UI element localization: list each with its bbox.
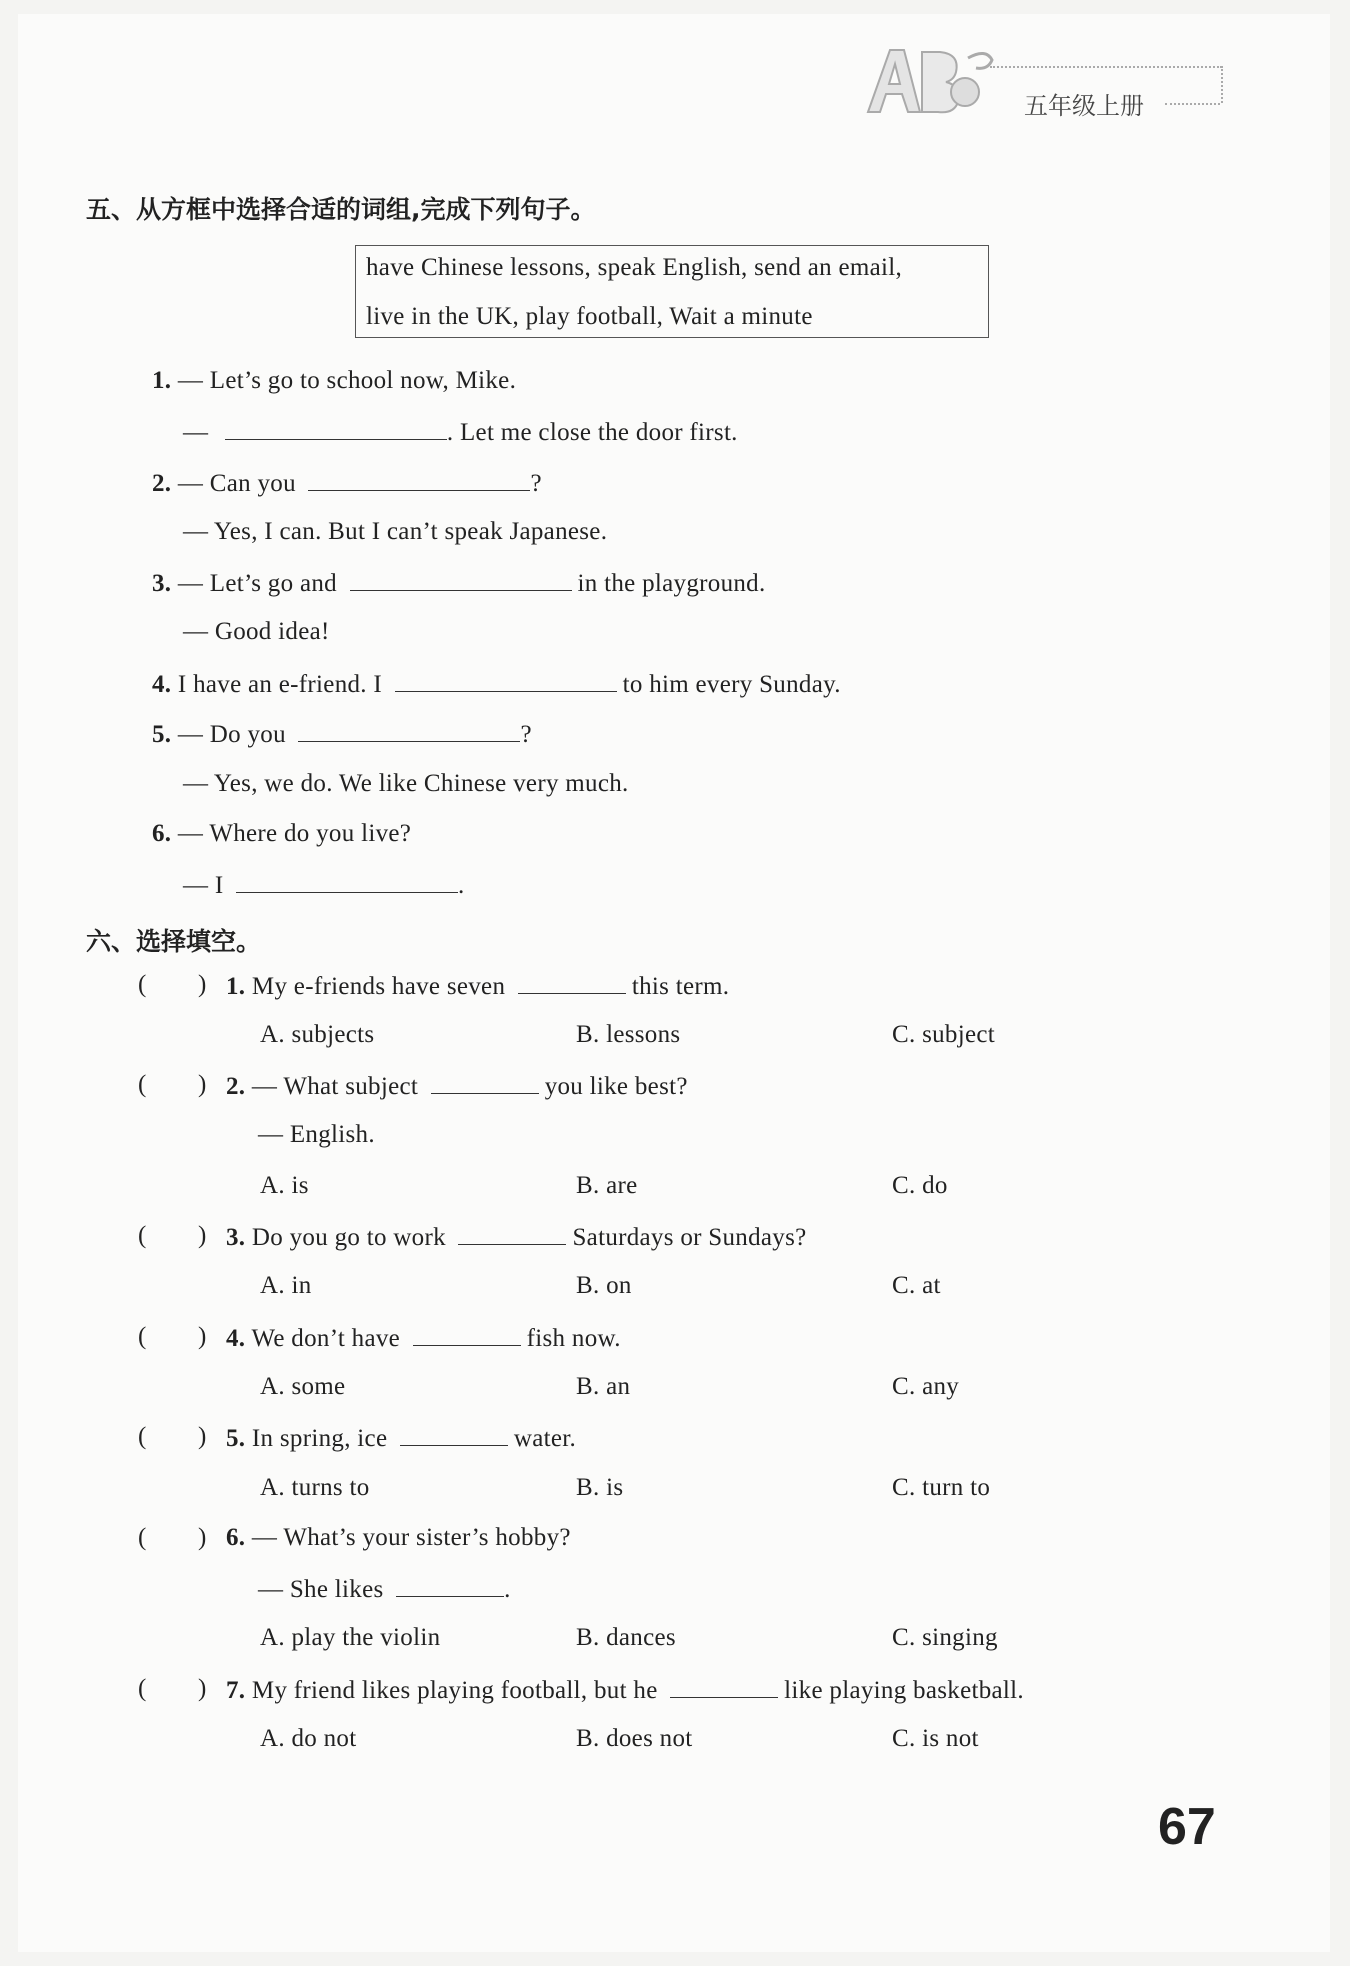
option-b: B. on bbox=[576, 1272, 632, 1299]
option-c: C. singing bbox=[892, 1624, 998, 1651]
answer-paren-close: ) bbox=[198, 1323, 207, 1350]
question-text: Do you go to work bbox=[251, 1224, 446, 1251]
question-text: In spring, ice bbox=[251, 1425, 388, 1452]
question-5-6 bbox=[152, 820, 411, 848]
question-number: 1. bbox=[226, 973, 246, 1000]
question-6-6-reply bbox=[258, 1574, 511, 1604]
answer-paren-open: ( bbox=[138, 1222, 147, 1249]
answer-blank[interactable] bbox=[350, 568, 572, 591]
answer-paren-close: ) bbox=[198, 971, 207, 998]
option-c: C. subject bbox=[892, 1021, 995, 1048]
answer-blank bbox=[670, 1675, 778, 1698]
option-a: A. turns to bbox=[260, 1474, 370, 1501]
option-b: B. does not bbox=[576, 1725, 693, 1752]
option-b: B. an bbox=[576, 1373, 631, 1400]
grade-label: 五年级上册 bbox=[1024, 92, 1144, 120]
option-b: B. are bbox=[576, 1172, 638, 1199]
question-number: 4. bbox=[226, 1325, 246, 1352]
answer-slot[interactable] bbox=[160, 1327, 200, 1353]
answer-paren-open: ( bbox=[138, 1524, 147, 1551]
option-c: C. do bbox=[892, 1172, 948, 1199]
answer-5-2: — Yes, I can. But I can’t speak Japanese. bbox=[183, 518, 608, 545]
answer-paren-close: ) bbox=[198, 1071, 207, 1098]
question-text: — Can you bbox=[177, 470, 296, 497]
option-b: B. lessons bbox=[576, 1021, 681, 1048]
question-number: 5. bbox=[226, 1425, 246, 1452]
question-6-2 bbox=[226, 1071, 688, 1101]
section6-title: 六、选择填空。 bbox=[86, 927, 262, 956]
question-text: I have an e-friend. I bbox=[177, 671, 383, 698]
answer-blank[interactable] bbox=[225, 417, 447, 440]
answer-blank bbox=[396, 1574, 504, 1597]
option-a: A. do not bbox=[260, 1725, 357, 1752]
question-number: 3. bbox=[226, 1224, 246, 1251]
answer-slot[interactable] bbox=[160, 1075, 200, 1101]
question-text: . bbox=[504, 1576, 511, 1603]
question-text: ? bbox=[530, 470, 542, 497]
answer-5-1 bbox=[183, 417, 738, 447]
answer-slot[interactable] bbox=[160, 975, 200, 1001]
answer-blank bbox=[413, 1323, 521, 1346]
option-a: A. subjects bbox=[260, 1021, 375, 1048]
option-b: B. dances bbox=[576, 1624, 676, 1651]
question-5-4 bbox=[152, 669, 841, 699]
answer-blank bbox=[431, 1071, 539, 1094]
header-rule bbox=[1221, 66, 1223, 103]
option-a: A. in bbox=[260, 1272, 312, 1299]
question-number: 6. bbox=[226, 1524, 246, 1551]
option-c: C. is not bbox=[892, 1725, 979, 1752]
question-text: — What’s your sister’s hobby? bbox=[251, 1524, 571, 1551]
question-5-5 bbox=[152, 719, 532, 749]
question-5-2 bbox=[152, 468, 542, 498]
question-text: to him every Sunday. bbox=[622, 671, 841, 698]
question-number: 4. bbox=[152, 671, 172, 698]
question-6-4 bbox=[226, 1323, 621, 1353]
answer-blank[interactable] bbox=[236, 870, 458, 893]
question-text: in the playground. bbox=[577, 570, 766, 597]
page-number: 67 bbox=[1158, 1798, 1216, 1856]
question-6-2-reply: — English. bbox=[258, 1121, 375, 1148]
question-number: 1. bbox=[152, 367, 172, 394]
answer-paren-open: ( bbox=[138, 1071, 147, 1098]
question-text: — What subject bbox=[251, 1073, 419, 1100]
option-c: C. at bbox=[892, 1272, 941, 1299]
question-text: — She likes bbox=[258, 1576, 384, 1603]
question-number: 2. bbox=[226, 1073, 246, 1100]
question-6-6 bbox=[226, 1524, 571, 1552]
question-number: 6. bbox=[152, 820, 172, 847]
option-b: B. is bbox=[576, 1474, 624, 1501]
option-c: C. any bbox=[892, 1373, 960, 1400]
answer-5-6 bbox=[183, 870, 465, 900]
question-6-3 bbox=[226, 1222, 807, 1252]
question-text: water. bbox=[513, 1425, 577, 1452]
answer-text: — I bbox=[183, 872, 224, 899]
answer-5-5: — Yes, we do. We like Chinese very much. bbox=[183, 770, 629, 797]
answer-slot[interactable] bbox=[160, 1528, 200, 1554]
question-text: My friend likes playing football, but he bbox=[251, 1677, 658, 1704]
answer-text: . bbox=[458, 872, 465, 899]
question-text: We don’t have bbox=[251, 1325, 401, 1352]
word-box bbox=[355, 245, 989, 338]
word-box-line: have Chinese lessons, speak English, send an email, bbox=[366, 254, 903, 281]
question-number: 5. bbox=[152, 721, 172, 748]
option-a: A. is bbox=[260, 1172, 309, 1199]
answer-blank[interactable] bbox=[395, 669, 617, 692]
answer-paren-open: ( bbox=[138, 1423, 147, 1450]
question-text: you like best? bbox=[544, 1073, 688, 1100]
question-6-5 bbox=[226, 1423, 576, 1453]
answer-blank bbox=[400, 1423, 508, 1446]
answer-slot[interactable] bbox=[160, 1427, 200, 1453]
answer-blank[interactable] bbox=[308, 468, 530, 491]
question-text: Saturdays or Sundays? bbox=[572, 1224, 807, 1251]
question-number: 3. bbox=[152, 570, 172, 597]
question-5-1 bbox=[152, 367, 516, 395]
header-rule bbox=[990, 66, 1222, 68]
answer-blank bbox=[518, 971, 626, 994]
section5-title: 五、从方框中选择合适的词组,完成下列句子。 bbox=[86, 195, 596, 224]
question-text: like playing basketball. bbox=[784, 1677, 1024, 1704]
answer-blank[interactable] bbox=[298, 719, 520, 742]
question-6-7 bbox=[226, 1675, 1024, 1705]
answer-5-3: — Good idea! bbox=[183, 618, 330, 645]
answer-paren-close: ) bbox=[198, 1222, 207, 1249]
answer-paren-close: ) bbox=[198, 1423, 207, 1450]
option-a: A. play the violin bbox=[260, 1624, 441, 1651]
answer-paren-close: ) bbox=[198, 1524, 207, 1551]
question-text: — Let’s go and bbox=[177, 570, 337, 597]
answer-blank bbox=[458, 1222, 566, 1245]
answer-slot[interactable] bbox=[160, 1679, 200, 1705]
question-text: this term. bbox=[631, 973, 730, 1000]
answer-paren-close: ) bbox=[198, 1675, 207, 1702]
answer-text: . Let me close the door first. bbox=[446, 419, 738, 446]
question-number: 7. bbox=[226, 1677, 246, 1704]
question-text: ? bbox=[520, 721, 532, 748]
answer-paren-open: ( bbox=[138, 1675, 147, 1702]
question-text: fish now. bbox=[526, 1325, 621, 1352]
question-5-3 bbox=[152, 568, 766, 598]
question-6-1 bbox=[226, 971, 729, 1001]
answer-paren-open: ( bbox=[138, 971, 147, 998]
question-text: — Let’s go to school now, Mike. bbox=[177, 367, 517, 394]
question-text: — Do you bbox=[177, 721, 286, 748]
answer-slot[interactable] bbox=[160, 1226, 200, 1252]
question-text: My e-friends have seven bbox=[251, 973, 506, 1000]
ab-logo-icon bbox=[860, 42, 1000, 122]
header-rule bbox=[1165, 103, 1220, 105]
question-text: — Where do you live? bbox=[177, 820, 412, 847]
option-a: A. some bbox=[260, 1373, 346, 1400]
dash: — bbox=[183, 419, 209, 446]
answer-paren-open: ( bbox=[138, 1323, 147, 1350]
word-box-line: live in the UK, play football, Wait a minute bbox=[366, 303, 813, 330]
option-c: C. turn to bbox=[892, 1474, 991, 1501]
question-number: 2. bbox=[152, 470, 172, 497]
